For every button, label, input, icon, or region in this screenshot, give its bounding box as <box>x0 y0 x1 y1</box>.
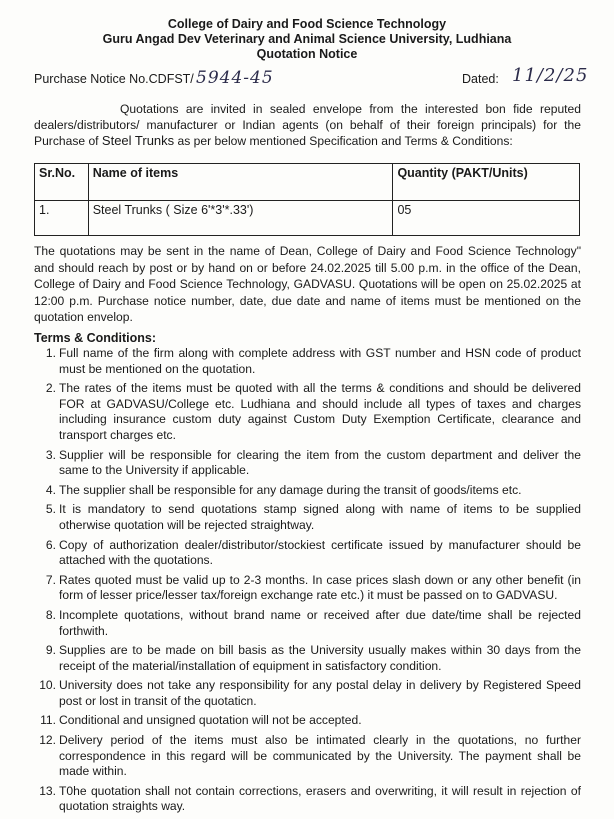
handwritten-date: 11/2/25 <box>512 65 589 86</box>
term-text: University does not take any responsibility for any postal delay in delivery by Registered Speed post or lost in transit of the quotaticn. <box>59 678 581 708</box>
term-number: 9. <box>45 643 56 658</box>
term-text: Incomplete quotations, without brand name or received after due date/time shall be rejected forthwith. <box>59 607 581 638</box>
table-header-row <box>35 164 580 201</box>
header-srno: Sr.No. <box>35 164 89 201</box>
term-text: Rates quoted must be valid up to 2-3 months. In case prices slash down or any other benefit (in form of lesser price/lesser tax/foreign exchange rate etc.) it must be passed on to GADVASU. <box>59 572 581 603</box>
term-text: The rates of the items must be quoted with all the terms & conditions and should be delivered FOR at GADVASU/College etc. Ludhiana and should include all types of taxes and charges including insurance custom duty against Custom Duty Exemption Certificate, clearance and transport charges etc. <box>59 381 581 442</box>
term-number: 13. <box>39 783 56 798</box>
term-number: 2. <box>45 381 56 396</box>
term-text: Full name of the firm along with complete address with GST number and HSN code of product must be mentioned on the quotation. <box>59 346 581 376</box>
term-item <box>34 502 581 533</box>
header-item-name: Name of items <box>88 164 393 201</box>
intro-text-2: as per below mentioned Specification and Terms & Conditions: <box>174 134 513 148</box>
terms-heading: Terms & Conditions: <box>34 331 156 345</box>
purchase-notice-label: Purchase Notice No.CDFST/ <box>34 72 194 86</box>
term-number: 11. <box>40 713 56 728</box>
term-text: Supplier will be responsible for clearing the item from the custom department and deliver the same to the University if applicable. <box>59 447 581 478</box>
term-text: Delivery period of the items must also be intimated clearly in the quotations, no further correspondence in this regard will be communicated by the University. The payment shall be made within. <box>59 733 581 779</box>
university-name: Guru Angad Dev Veterinary and Animal Science University, Ludhiana <box>102 32 512 46</box>
cell-quantity: 05 <box>393 201 580 236</box>
intro-item: Steel Trunks <box>101 133 175 148</box>
term-text: It is mandatory to send quotations stamp signed along with name of items to be supplied otherwise quotation will be rejected straightway. <box>59 502 581 532</box>
cell-srno: 1. <box>35 201 89 236</box>
dated-label: Dated: <box>462 72 499 86</box>
document-title: Quotation Notice <box>256 47 358 61</box>
term-number: 12. <box>39 733 56 748</box>
term-number: 6. <box>45 537 56 552</box>
term-item <box>34 448 581 479</box>
term-number: 1. <box>45 346 56 360</box>
cell-item-name: Steel Trunks ( Size 6'*3'*.33') <box>88 201 393 236</box>
terms-list <box>34 346 581 819</box>
term-number: 7. <box>45 572 56 587</box>
submission-paragraph: The quotations may be sent in the name of Dean, College of Dairy and Food Science Technology" and should reach by post or by hand on or before 24.02.2025 till 5.00 p.m. in the office of the Dean, College of Dairy and Food Science Technology, GADVASU. Quotations will be open on 25.02.2025 at 12:00 p.m. Purchase notice number, date, due date and name of items must be mentioned on the quotation envelop. <box>34 244 581 325</box>
college-name: College of Dairy and Food Science Technology <box>167 17 447 31</box>
notice-meta-row <box>34 65 589 90</box>
term-item <box>34 538 581 569</box>
intro-text-1: Quotations are invited in sealed envelope from the interested bon fide reputed dealers/distributors/ manufacturer or Indian agents (on behalf of their foreign principals) for the Purchase of <box>34 102 581 148</box>
term-text: The supplier shall be responsible for any damage during the transit of goods/items etc. <box>59 482 522 497</box>
table-row <box>35 201 580 236</box>
term-number: 3. <box>45 447 56 462</box>
term-item <box>34 733 581 780</box>
term-number: 4. <box>45 482 56 497</box>
term-item <box>34 784 581 815</box>
term-text: Supplies are to be made on bill basis as the University usually makes within 30 days from the receipt of the material/installation of equipment in satisfactory condition. <box>59 643 581 673</box>
header-quantity: Quantity (PAKT/Units) <box>393 164 580 201</box>
handwritten-notice-number: 5944-45 <box>196 68 274 88</box>
items-table <box>34 163 580 236</box>
term-number: 10. <box>39 678 56 693</box>
term-text: Conditional and unsigned quotation will not be accepted. <box>59 713 362 728</box>
term-text: T0he quotation shall not contain corrections, erasers and overwriting, it will result in rejection of quotation straights way. <box>59 783 581 814</box>
intro-paragraph <box>34 102 581 150</box>
term-item <box>34 678 581 709</box>
term-number: 5. <box>45 502 56 517</box>
term-item <box>34 573 581 604</box>
term-item <box>34 483 581 499</box>
term-text: Copy of authorization dealer/distributor/stockiest certificate issued by manufacturer should be attached with the quotations. <box>59 537 581 568</box>
term-item <box>34 381 581 443</box>
term-item <box>34 713 581 729</box>
term-item <box>34 643 581 674</box>
term-number: 8. <box>45 607 56 622</box>
term-item <box>34 346 581 377</box>
term-item <box>34 608 581 639</box>
